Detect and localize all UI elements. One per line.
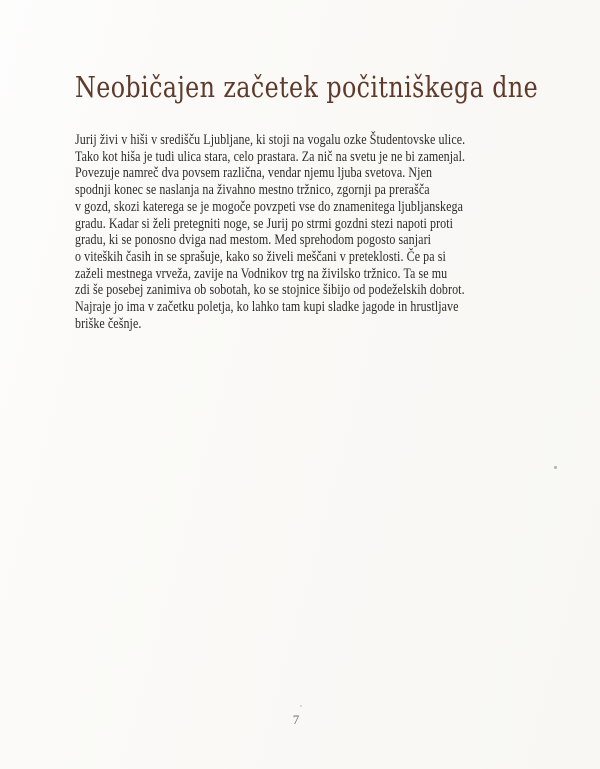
body-text-line: Povezuje namreč dva povsem različna, vendar njemu ljuba svetova. Njen [75, 165, 433, 182]
body-text-line: o viteških časih in se sprašuje, kako so živeli meščani v preteklosti. Če pa si [75, 248, 446, 265]
body-text-line: Jurij živi v hiši v središču Ljubljane, ki stoji na vogalu ozke Študentovske ulice. [75, 132, 466, 148]
body-text-line: spodnji konec se naslanja na živahno mestno tržnico, zgornji pa prerašča [75, 182, 430, 199]
scan-speck [300, 705, 302, 707]
body-text-line: zdi še posebej zanimiva ob sobotah, ko se stojnice šibijo od podeželskih dobrot. [75, 282, 465, 299]
body-text-line: zaželi mestnega vrveža, zavije na Vodnikov trg na živilsko tržnico. Ta se mu [75, 265, 448, 282]
body-text-line: gradu. Kadar si želi pretegniti noge, se Jurij po strmi gozdni stezi napoti proti [75, 215, 454, 232]
body-text-line: Najraje jo ima v začetku poletja, ko lahko tam kupi sladke jagode in hrustljave [75, 299, 459, 316]
chapter-title: Neobičajen začetek počitniškega dne [75, 70, 539, 104]
body-text-line: briške češnje. [75, 315, 142, 332]
body-text-line: gradu, ki se ponosno dviga nad mestom. Med sprehodom pogosto sanjari [75, 232, 432, 249]
scan-speck [554, 466, 557, 469]
page-number: 7 [292, 712, 300, 727]
body-text-line: Tako kot hiša je tudi ulica stara, celo prastara. Za nič na svetu je ne bi zamenjal. [75, 148, 466, 165]
body-paragraph [75, 132, 539, 332]
body-text-line: v gozd, skozi katerega se je mogoče povzpeti vse do znamenitega ljubljanskega [75, 198, 464, 215]
